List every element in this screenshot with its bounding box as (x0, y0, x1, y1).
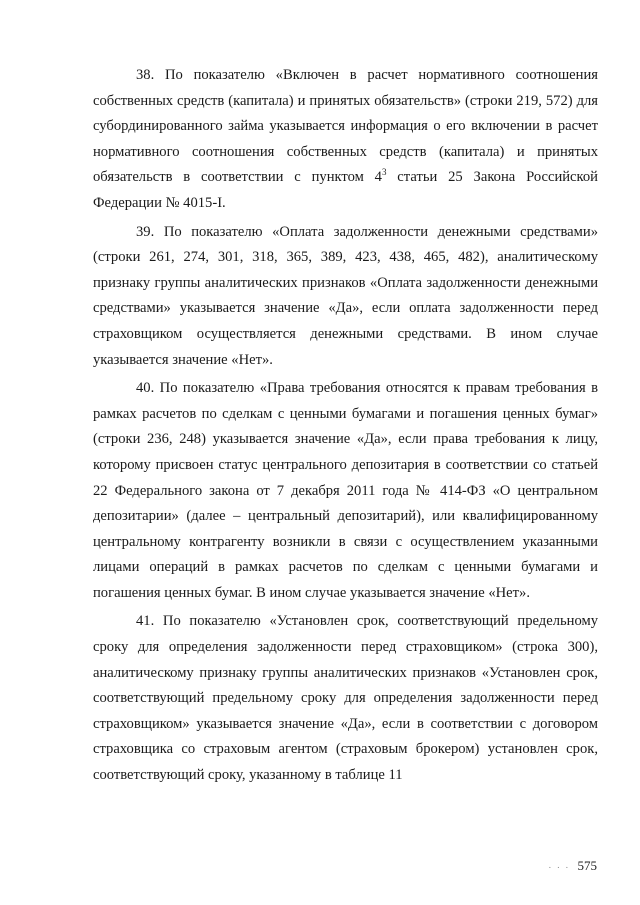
scan-marks: . . . (548, 860, 570, 870)
paragraph-40 (93, 376, 598, 606)
paragraph-38 (93, 63, 598, 217)
paragraph-text: По показателю «Включен в расчет нормативного соотношения собственных средств (капитала) и принятых обязательств» (строки 219, 572) для субординированного займа указывается информация о его включении в расчет нормативного соотношения собственных средств (капитала) и принятых обязательств в соответствии с пунктом 4 (93, 67, 598, 186)
paragraph-number: 39. (136, 223, 155, 240)
paragraph-text: По показателю «Установлен срок, соответствующий предельному сроку для определения задолженности перед страховщиком» (строка 300), аналитическому признаку группы аналитических признаков «Установлен срок, соответствующий предельному сроку для определения задолженности перед страховщиком» указывается значение «Да», если в соответствии с договором страховщика со страховым агентом (страховым брокером) установлен срок, соответствующий сроку, указанному в таблице 11 (93, 613, 598, 784)
paragraph-41 (93, 609, 598, 788)
paragraph-39 (93, 220, 598, 374)
paragraph-number: 41. (136, 613, 155, 630)
paragraph-number: 40. (136, 380, 155, 397)
paragraph-text: По показателю «Права требования относятся к правам требования в рамках расчетов по сделкам с ценными бумагами и погашения ценных бумаг» (строки 236, 248) указывается значение «Да», если права требования к лицу, которому присвоен статус центрального депозитария в соответствии со статьей 22 Федерального закона от 7 декабря 2011 года № 414-ФЗ «О центральном депозитарии» (далее – центральный депозитарий), или квалифицированному центральному контрагенту возникли в связи с осуществлением указанными лицами операций в рамках расчетов по сделкам с ценными бумагами и погашения ценных бумаг. В ином случае указывается значение «Нет». (93, 380, 598, 601)
paragraph-text: По показателю «Оплата задолженности денежными средствами» (строки 261, 274, 301, 318, 365, 389, 423, 438, 465, 482), аналитическому признаку группы аналитических признаков «Оплата задолженности денежными средствами» указывается значение «Да», если оплата задолженности перед страховщиком осуществляется денежными средствами. В ином случае указывается значение «Нет». (93, 223, 598, 368)
superscript: 3 (381, 167, 387, 178)
document-page (93, 63, 598, 792)
paragraph-number: 38. (136, 67, 155, 83)
page-number: 575 (577, 858, 597, 873)
paragraph-text-continued: статьи 25 Закона Российской Федерации № 4015-I. (93, 169, 598, 211)
